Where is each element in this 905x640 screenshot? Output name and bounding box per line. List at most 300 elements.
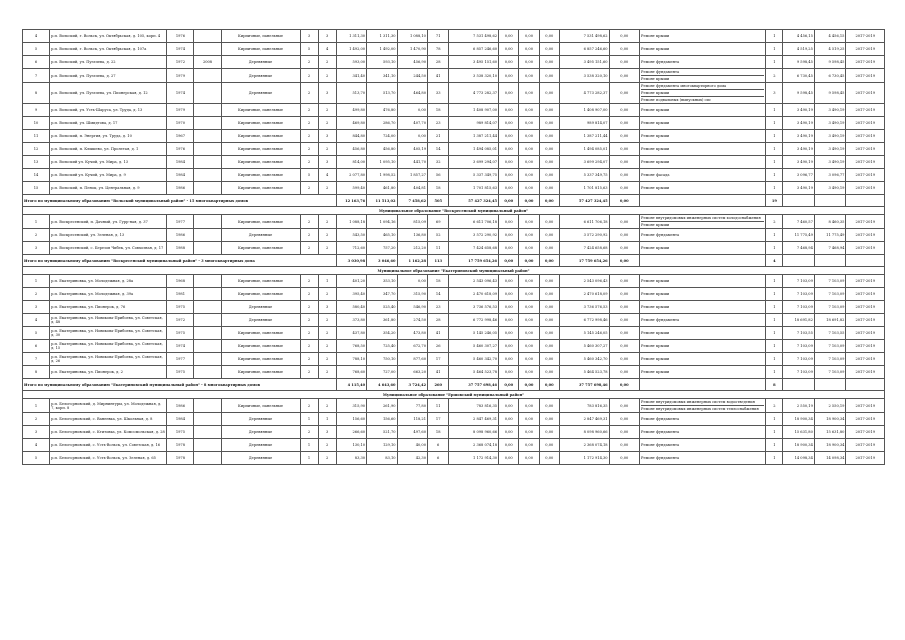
- cell-u1: 7 460,57: [783, 215, 815, 229]
- cell-addr: р.п. Екатериновка, ул. Новикова-Прибоева, ул. Советская, д. 15: [50, 340, 167, 353]
- cell-k: 2: [766, 215, 783, 229]
- cell-res: 17: [427, 353, 448, 366]
- cell-z4: 0,00: [609, 229, 639, 242]
- cell-z4: 0,00: [609, 215, 639, 229]
- cell-a2: 456,80: [367, 143, 397, 156]
- cell-res: 18: [427, 182, 448, 195]
- cell-z1: 0,00: [499, 43, 519, 56]
- cell-a1: 315,90: [336, 399, 366, 413]
- cell-u1: 9 598,45: [783, 83, 815, 104]
- cell-n: 3: [23, 426, 50, 439]
- cell-per: 2017-2019: [846, 327, 885, 340]
- cell-addr: р.п. Екатериновка, ул. Молодежная, д. 39а: [50, 288, 167, 301]
- work-item: Ремонт крыши: [641, 47, 670, 51]
- cell-sum: 1 494 085,01: [449, 143, 499, 156]
- cell-k: 2: [766, 69, 783, 83]
- cell-z3: 0,00: [539, 314, 559, 327]
- cell-z2: 0,00: [519, 130, 539, 143]
- works-cell: [640, 56, 766, 69]
- total-z2: 0,00: [519, 195, 539, 207]
- cell-y2: [194, 353, 221, 366]
- table-row: [23, 275, 885, 288]
- cell-y2: [194, 439, 221, 452]
- cell-n: 1: [23, 275, 50, 288]
- cell-z3: 0,00: [539, 340, 559, 353]
- cell-per: 2017-2019: [846, 30, 885, 43]
- cell-a1: 768,60: [336, 366, 366, 379]
- cell-n: 12: [23, 143, 50, 156]
- works-cell: [640, 117, 766, 130]
- cell-year: 1986: [167, 399, 194, 413]
- cell-ent: 3: [318, 130, 336, 143]
- cell-k: 1: [766, 340, 783, 353]
- cell-z1: 0,00: [499, 275, 519, 288]
- cell-n: 1: [23, 215, 50, 229]
- cell-fl: 3: [300, 30, 318, 43]
- cell-a2: 465,10: [367, 229, 397, 242]
- cell-mat: Кирпичные, панельные: [221, 399, 300, 413]
- cell-res: 18: [427, 426, 448, 439]
- cell-u2: 9 598,45: [814, 56, 846, 69]
- cell-ent: 4: [318, 43, 336, 56]
- cell-k: 1: [766, 275, 783, 288]
- cell-z3: 0,00: [539, 426, 559, 439]
- cell-fl: 1: [300, 452, 318, 465]
- cell-mat: Кирпичные, панельные: [221, 30, 300, 43]
- cell-a2: 347,70: [367, 288, 397, 301]
- cell-mat: Кирпичные, панельные: [221, 169, 300, 182]
- cell-z1: 0,00: [499, 56, 519, 69]
- cell-z2: 0,00: [519, 439, 539, 452]
- cell-a1: 499,80: [336, 104, 366, 117]
- cell-z4: 0,00: [609, 182, 639, 195]
- cell-sum: 3 538 320,10: [449, 69, 499, 83]
- cell-a3: 815,09: [397, 215, 427, 229]
- cell-k: 1: [766, 413, 783, 426]
- cell-ent: 2: [318, 56, 336, 69]
- cell-addr: р.п. Воскресенский, п. Дачный, ул. Гурр-ная, д. 37: [50, 215, 167, 229]
- cell-u1: 7 103,09: [783, 275, 815, 288]
- cell-a1: 1 088,18: [336, 215, 366, 229]
- cell-sum: 1 408 907,00: [449, 104, 499, 117]
- cell-a3: 405,19: [397, 143, 427, 156]
- cell-z2: 0,00: [519, 83, 539, 104]
- total-k: 19: [766, 195, 783, 207]
- cell-mat: Кирпичные, панельные: [221, 117, 300, 130]
- total-sum: 37 757 698,46: [449, 379, 499, 391]
- total-z2: 0,00: [519, 379, 539, 391]
- register-sheet: [22, 29, 885, 465]
- works-cell: [640, 426, 766, 439]
- cell-y2: [194, 215, 221, 229]
- cell-y2: [194, 229, 221, 242]
- cell-z3: 0,00: [539, 104, 559, 117]
- cell-ent: 2: [318, 327, 336, 340]
- cell-u2: 3 490,19: [814, 117, 846, 130]
- works-cell: [640, 353, 766, 366]
- cell-sum2: 2 368 074,18: [559, 439, 609, 452]
- cell-z4: 0,00: [609, 340, 639, 353]
- cell-ent: 2: [318, 242, 336, 255]
- cell-y2: [194, 275, 221, 288]
- cell-sum2: 8 098 960,66: [559, 426, 609, 439]
- cell-year: 1986: [167, 229, 194, 242]
- cell-k: 1: [766, 130, 783, 143]
- works-cell: [640, 242, 766, 255]
- cell-per: 2017-2019: [846, 288, 885, 301]
- cell-mat: Кирпичные, панельные: [221, 143, 300, 156]
- cell-z4: 0,00: [609, 366, 639, 379]
- cell-z3: 0,00: [539, 130, 559, 143]
- cell-y2: [194, 366, 221, 379]
- cell-a1: 156,60: [336, 413, 366, 426]
- cell-u2: 7 103,09: [814, 366, 846, 379]
- cell-year: 1988: [167, 242, 194, 255]
- cell-sum2: 3 538 320,10: [559, 69, 609, 83]
- cell-a2: 341,10: [367, 69, 397, 83]
- cell-z1: 0,00: [499, 182, 519, 195]
- cell-z1: 0,00: [499, 215, 519, 229]
- cell-sum2: 3 736 576,53: [559, 301, 609, 314]
- cell-mat: Деревянные: [221, 452, 300, 465]
- cell-z3: 0,00: [539, 83, 559, 104]
- cell-mat: Кирпичные, панельные: [221, 104, 300, 117]
- cell-per: 2017-2019: [846, 340, 885, 353]
- cell-y2: [194, 83, 221, 104]
- cell-year: 1975: [167, 301, 194, 314]
- cell-sum2: 3 495 151,60: [559, 56, 609, 69]
- cell-y2: [194, 327, 221, 340]
- works-cell: [640, 69, 766, 83]
- total-blank: [783, 255, 815, 267]
- cell-z3: 0,00: [539, 43, 559, 56]
- cell-a2: 724,00: [367, 130, 397, 143]
- cell-z2: 0,00: [519, 143, 539, 156]
- cell-year: 1976: [167, 143, 194, 156]
- total-sum: 17 759 654,26: [449, 255, 499, 267]
- works-cell: [640, 288, 766, 301]
- cell-addr: р.п. Екатериновка, ул. Молодежная, д. 28а: [50, 275, 167, 288]
- cell-ent: 4: [318, 169, 336, 182]
- cell-k: 1: [766, 366, 783, 379]
- cell-per: 2017-2019: [846, 130, 885, 143]
- cell-u2: 14 098,34: [814, 452, 846, 465]
- cell-z4: 0,00: [609, 242, 639, 255]
- cell-a1: 543,50: [336, 229, 366, 242]
- cell-addr: р.п. Воскресенский, ул. Зеленая, д. 13: [50, 229, 167, 242]
- cell-addr: р.п. Вольский ул. Кучий, ул. Мира, д. 13: [50, 156, 167, 169]
- cell-sum2: 1 387 211,44: [559, 130, 609, 143]
- cell-z1: 0,00: [499, 399, 519, 413]
- cell-y2: [194, 413, 221, 426]
- total-res: 113: [427, 255, 448, 267]
- cell-sum: 2 543 096,43: [449, 275, 499, 288]
- cell-z2: 0,00: [519, 229, 539, 242]
- cell-year: 1970: [167, 117, 194, 130]
- cell-a3: 118,21: [397, 413, 427, 426]
- cell-u1: 18 691,82: [783, 314, 815, 327]
- section-row: [23, 207, 885, 215]
- table-row: [23, 366, 885, 379]
- cell-z3: 0,00: [539, 30, 559, 43]
- cell-u2: 7 103,09: [814, 340, 846, 353]
- work-item: Ремонт крыши: [641, 279, 670, 283]
- cell-addr: р.п. Вольский, п. Пенок, ул. Центральная, д. 9: [50, 182, 167, 195]
- cell-fl: 2: [300, 301, 318, 314]
- cell-mat: Кирпичные, панельные: [221, 156, 300, 169]
- cell-sum: 3 495 151,60: [449, 56, 499, 69]
- cell-addr: р.п. Вольский, г. Вольск, ул. Октябрьская, д. 105, корп. 4: [50, 30, 167, 43]
- cell-per: 2017-2019: [846, 242, 885, 255]
- cell-sum2: 1 408 907,00: [559, 104, 609, 117]
- cell-per: 2017-2019: [846, 413, 885, 426]
- total-z2: 0,00: [519, 255, 539, 267]
- cell-z4: 0,00: [609, 30, 639, 43]
- cell-fl: 2: [300, 83, 318, 104]
- total-a3: 3 724,42: [397, 379, 427, 391]
- cell-sum2: 5 460 307,27: [559, 340, 609, 353]
- work-item: Ремонт крыши: [641, 331, 670, 335]
- total-blank: [640, 255, 766, 267]
- cell-z4: 0,00: [609, 301, 639, 314]
- total-a1: 12 163,76: [336, 195, 366, 207]
- cell-year: 1975: [167, 327, 194, 340]
- cell-z2: 0,00: [519, 156, 539, 169]
- cell-z1: 0,00: [499, 130, 519, 143]
- cell-n: 6: [23, 340, 50, 353]
- cell-n: 8: [23, 83, 50, 104]
- cell-per: 2017-2019: [846, 143, 885, 156]
- work-item: Ремонт крыши: [641, 34, 670, 38]
- cell-n: 10: [23, 117, 50, 130]
- cell-z2: 0,00: [519, 301, 539, 314]
- works-cell: [640, 399, 766, 413]
- cell-a3: 212,20: [397, 242, 427, 255]
- cell-mat: Кирпичные, панельные: [221, 215, 300, 229]
- cell-y2: [194, 242, 221, 255]
- cell-z2: 0,00: [519, 314, 539, 327]
- cell-ent: 2: [318, 229, 336, 242]
- cell-k: 1: [766, 156, 783, 169]
- cell-addr: р.п. Екатериновка, ул. Новикова-Прибоева, ул. Советская, д. 30: [50, 327, 167, 340]
- cell-z4: 0,00: [609, 130, 639, 143]
- total-a2: 3 046,60: [367, 255, 397, 267]
- cell-fl: 2: [300, 182, 318, 195]
- cell-year: 1981: [167, 288, 194, 301]
- cell-year: 1972: [167, 314, 194, 327]
- cell-z1: 0,00: [499, 69, 519, 83]
- cell-a3: 663,20: [397, 366, 427, 379]
- cell-sum2: 3 699 294,07: [559, 156, 609, 169]
- cell-year: 1974: [167, 83, 194, 104]
- cell-z2: 0,00: [519, 426, 539, 439]
- cell-a1: 844,80: [336, 130, 366, 143]
- cell-fl: 2: [300, 104, 318, 117]
- cell-sum: 5 464 523,78: [449, 366, 499, 379]
- cell-addr: р.п. Воскресенский, с. Березов Чибек, ул. Совхозная, д. 17: [50, 242, 167, 255]
- cell-sum: 5 460 307,27: [449, 340, 499, 353]
- cell-y2: [194, 130, 221, 143]
- cell-n: 11: [23, 130, 50, 143]
- works-cell: [640, 156, 766, 169]
- cell-z3: 0,00: [539, 56, 559, 69]
- cell-u1: 9 598,45: [783, 56, 815, 69]
- cell-res: 41: [427, 327, 448, 340]
- cell-ent: 2: [318, 215, 336, 229]
- cell-sum2: 1 701 815,63: [559, 182, 609, 195]
- cell-fl: 2: [300, 143, 318, 156]
- work-item: Ремонт крыши: [641, 292, 670, 296]
- total-z1: 0,00: [499, 255, 519, 267]
- cell-u1: 7 103,55: [783, 327, 815, 340]
- cell-res: 18: [427, 104, 448, 117]
- cell-z4: 0,00: [609, 353, 639, 366]
- table-row: [23, 340, 885, 353]
- cell-n: 8: [23, 366, 50, 379]
- cell-u1: 18 900,34: [783, 413, 815, 426]
- cell-year: 1984: [167, 169, 194, 182]
- cell-z1: 0,00: [499, 143, 519, 156]
- cell-per: 2017-2019: [846, 182, 885, 195]
- table-row: [23, 117, 885, 130]
- cell-z2: 0,00: [519, 215, 539, 229]
- section-row: [23, 267, 885, 275]
- cell-res: 41: [427, 366, 448, 379]
- cell-year: 1986: [167, 182, 194, 195]
- cell-z2: 0,00: [519, 353, 539, 366]
- cell-k: 1: [766, 301, 783, 314]
- cell-sum: 783 816,35: [449, 399, 499, 413]
- total-blank: [814, 379, 846, 391]
- cell-a2: 286,70: [367, 117, 397, 130]
- cell-year: 1979: [167, 104, 194, 117]
- cell-fl: 2: [300, 215, 318, 229]
- cell-u1: 3 490,19: [783, 182, 815, 195]
- cell-a2: 1 095,10: [367, 156, 397, 169]
- table-row: [23, 156, 885, 169]
- cell-year: 1984: [167, 156, 194, 169]
- cell-z3: 0,00: [539, 156, 559, 169]
- works-cell: [640, 182, 766, 195]
- cell-addr: р.п. Вольский, п. Энергия, ул. Труда, д. 10: [50, 130, 167, 143]
- cell-mat: Деревянные: [221, 426, 300, 439]
- cell-sum: 5 337 349,75: [449, 169, 499, 182]
- cell-u1: 15 631,80: [783, 426, 815, 439]
- cell-fl: 2: [300, 353, 318, 366]
- cell-res: 78: [427, 43, 448, 56]
- cell-a3: 464,80: [397, 83, 427, 104]
- cell-addr: р.п. Вольский, ул. Пугачева, д. 22: [50, 56, 167, 69]
- total-sum: 57 427 324,45: [449, 195, 499, 207]
- total-k: 8: [766, 379, 783, 391]
- cell-u2: 3 096,77: [814, 169, 846, 182]
- cell-a3: 456,90: [397, 56, 427, 69]
- cell-sum: 6 857 246,60: [449, 43, 499, 56]
- cell-a3: 136,80: [397, 229, 427, 242]
- cell-addr: р.п. Вольский, п. Клышево, ул. Пролетая, д. 1: [50, 143, 167, 156]
- cell-u2: 2 550,19: [814, 399, 846, 413]
- cell-y2: [194, 314, 221, 327]
- cell-fl: 2: [300, 340, 318, 353]
- section-title: Муниципальное образование "Ершовский муниципальный район": [23, 391, 885, 399]
- cell-sum2: 4 773 282,37: [559, 83, 609, 104]
- cell-sum: 7 531 498,62: [449, 30, 499, 43]
- cell-y2: [194, 301, 221, 314]
- cell-z1: 0,00: [499, 156, 519, 169]
- cell-k: 1: [766, 439, 783, 452]
- cell-k: 1: [766, 56, 783, 69]
- cell-sum: 3 699 294,07: [449, 156, 499, 169]
- cell-a1: 83,30: [336, 452, 366, 465]
- cell-addr: р.п. Екатериновка, ул. Пионерок, д. 2: [50, 366, 167, 379]
- cell-res: 56: [427, 169, 448, 182]
- cell-u1: 7 103,09: [783, 353, 815, 366]
- cell-z3: 0,00: [539, 301, 559, 314]
- cell-sum: 2 847 469,31: [449, 413, 499, 426]
- works-cell: [640, 314, 766, 327]
- cell-a1: 437,80: [336, 327, 366, 340]
- cell-z3: 0,00: [539, 439, 559, 452]
- cell-z3: 0,00: [539, 69, 559, 83]
- cell-mat: Кирпичные, панельные: [221, 288, 300, 301]
- table-row: [23, 56, 885, 69]
- cell-fl: 1: [300, 439, 318, 452]
- cell-z2: 0,00: [519, 327, 539, 340]
- works-cell: [640, 366, 766, 379]
- cell-year: 1977: [167, 215, 194, 229]
- cell-a1: 266,60: [336, 426, 366, 439]
- cell-z1: 0,00: [499, 117, 519, 130]
- cell-mat: Кирпичные, панельные: [221, 353, 300, 366]
- cell-a2: 156,60: [367, 413, 397, 426]
- works-cell: [640, 439, 766, 452]
- cell-z2: 0,00: [519, 56, 539, 69]
- total-sum2: 37 757 698,46: [559, 379, 609, 391]
- cell-u2: 3 490,19: [814, 104, 846, 117]
- cell-a2: 1 094,16: [367, 215, 397, 229]
- cell-sum: 1 701 815,63: [449, 182, 499, 195]
- table-row: [23, 43, 885, 56]
- cell-a3: 1 857,27: [397, 169, 427, 182]
- work-item: Ремонт фундамента: [641, 233, 680, 237]
- cell-mat: Кирпичные, панельные: [221, 182, 300, 195]
- cell-z3: 0,00: [539, 353, 559, 366]
- total-row: [23, 195, 885, 207]
- works-cell: [640, 169, 766, 182]
- cell-u1: 3 490,19: [783, 117, 815, 130]
- cell-u1: 3 490,19: [783, 130, 815, 143]
- cell-u1: 7 103,09: [783, 301, 815, 314]
- work-item: Ремонт внутридомовых инженерных систем водоотведения: [641, 399, 764, 406]
- cell-sum2: 5 460 342,70: [559, 353, 609, 366]
- total-z1: 0,00: [499, 379, 519, 391]
- works-cell: [640, 301, 766, 314]
- cell-z4: 0,00: [609, 275, 639, 288]
- cell-z4: 0,00: [609, 117, 639, 130]
- works-cell: [640, 104, 766, 117]
- total-a3: 1 162,28: [397, 255, 427, 267]
- cell-u2: 7 468,94: [814, 242, 846, 255]
- cell-sum2: 3 572 290,92: [559, 229, 609, 242]
- works-cell: [640, 275, 766, 288]
- cell-a1: 456,80: [336, 143, 366, 156]
- cell-sum: 3 736 576,53: [449, 301, 499, 314]
- work-item: Ремонт крыши: [641, 147, 670, 151]
- table-row: [23, 327, 885, 340]
- cell-year: 1972: [167, 56, 194, 69]
- cell-res: 71: [427, 30, 448, 43]
- cell-ent: 2: [318, 452, 336, 465]
